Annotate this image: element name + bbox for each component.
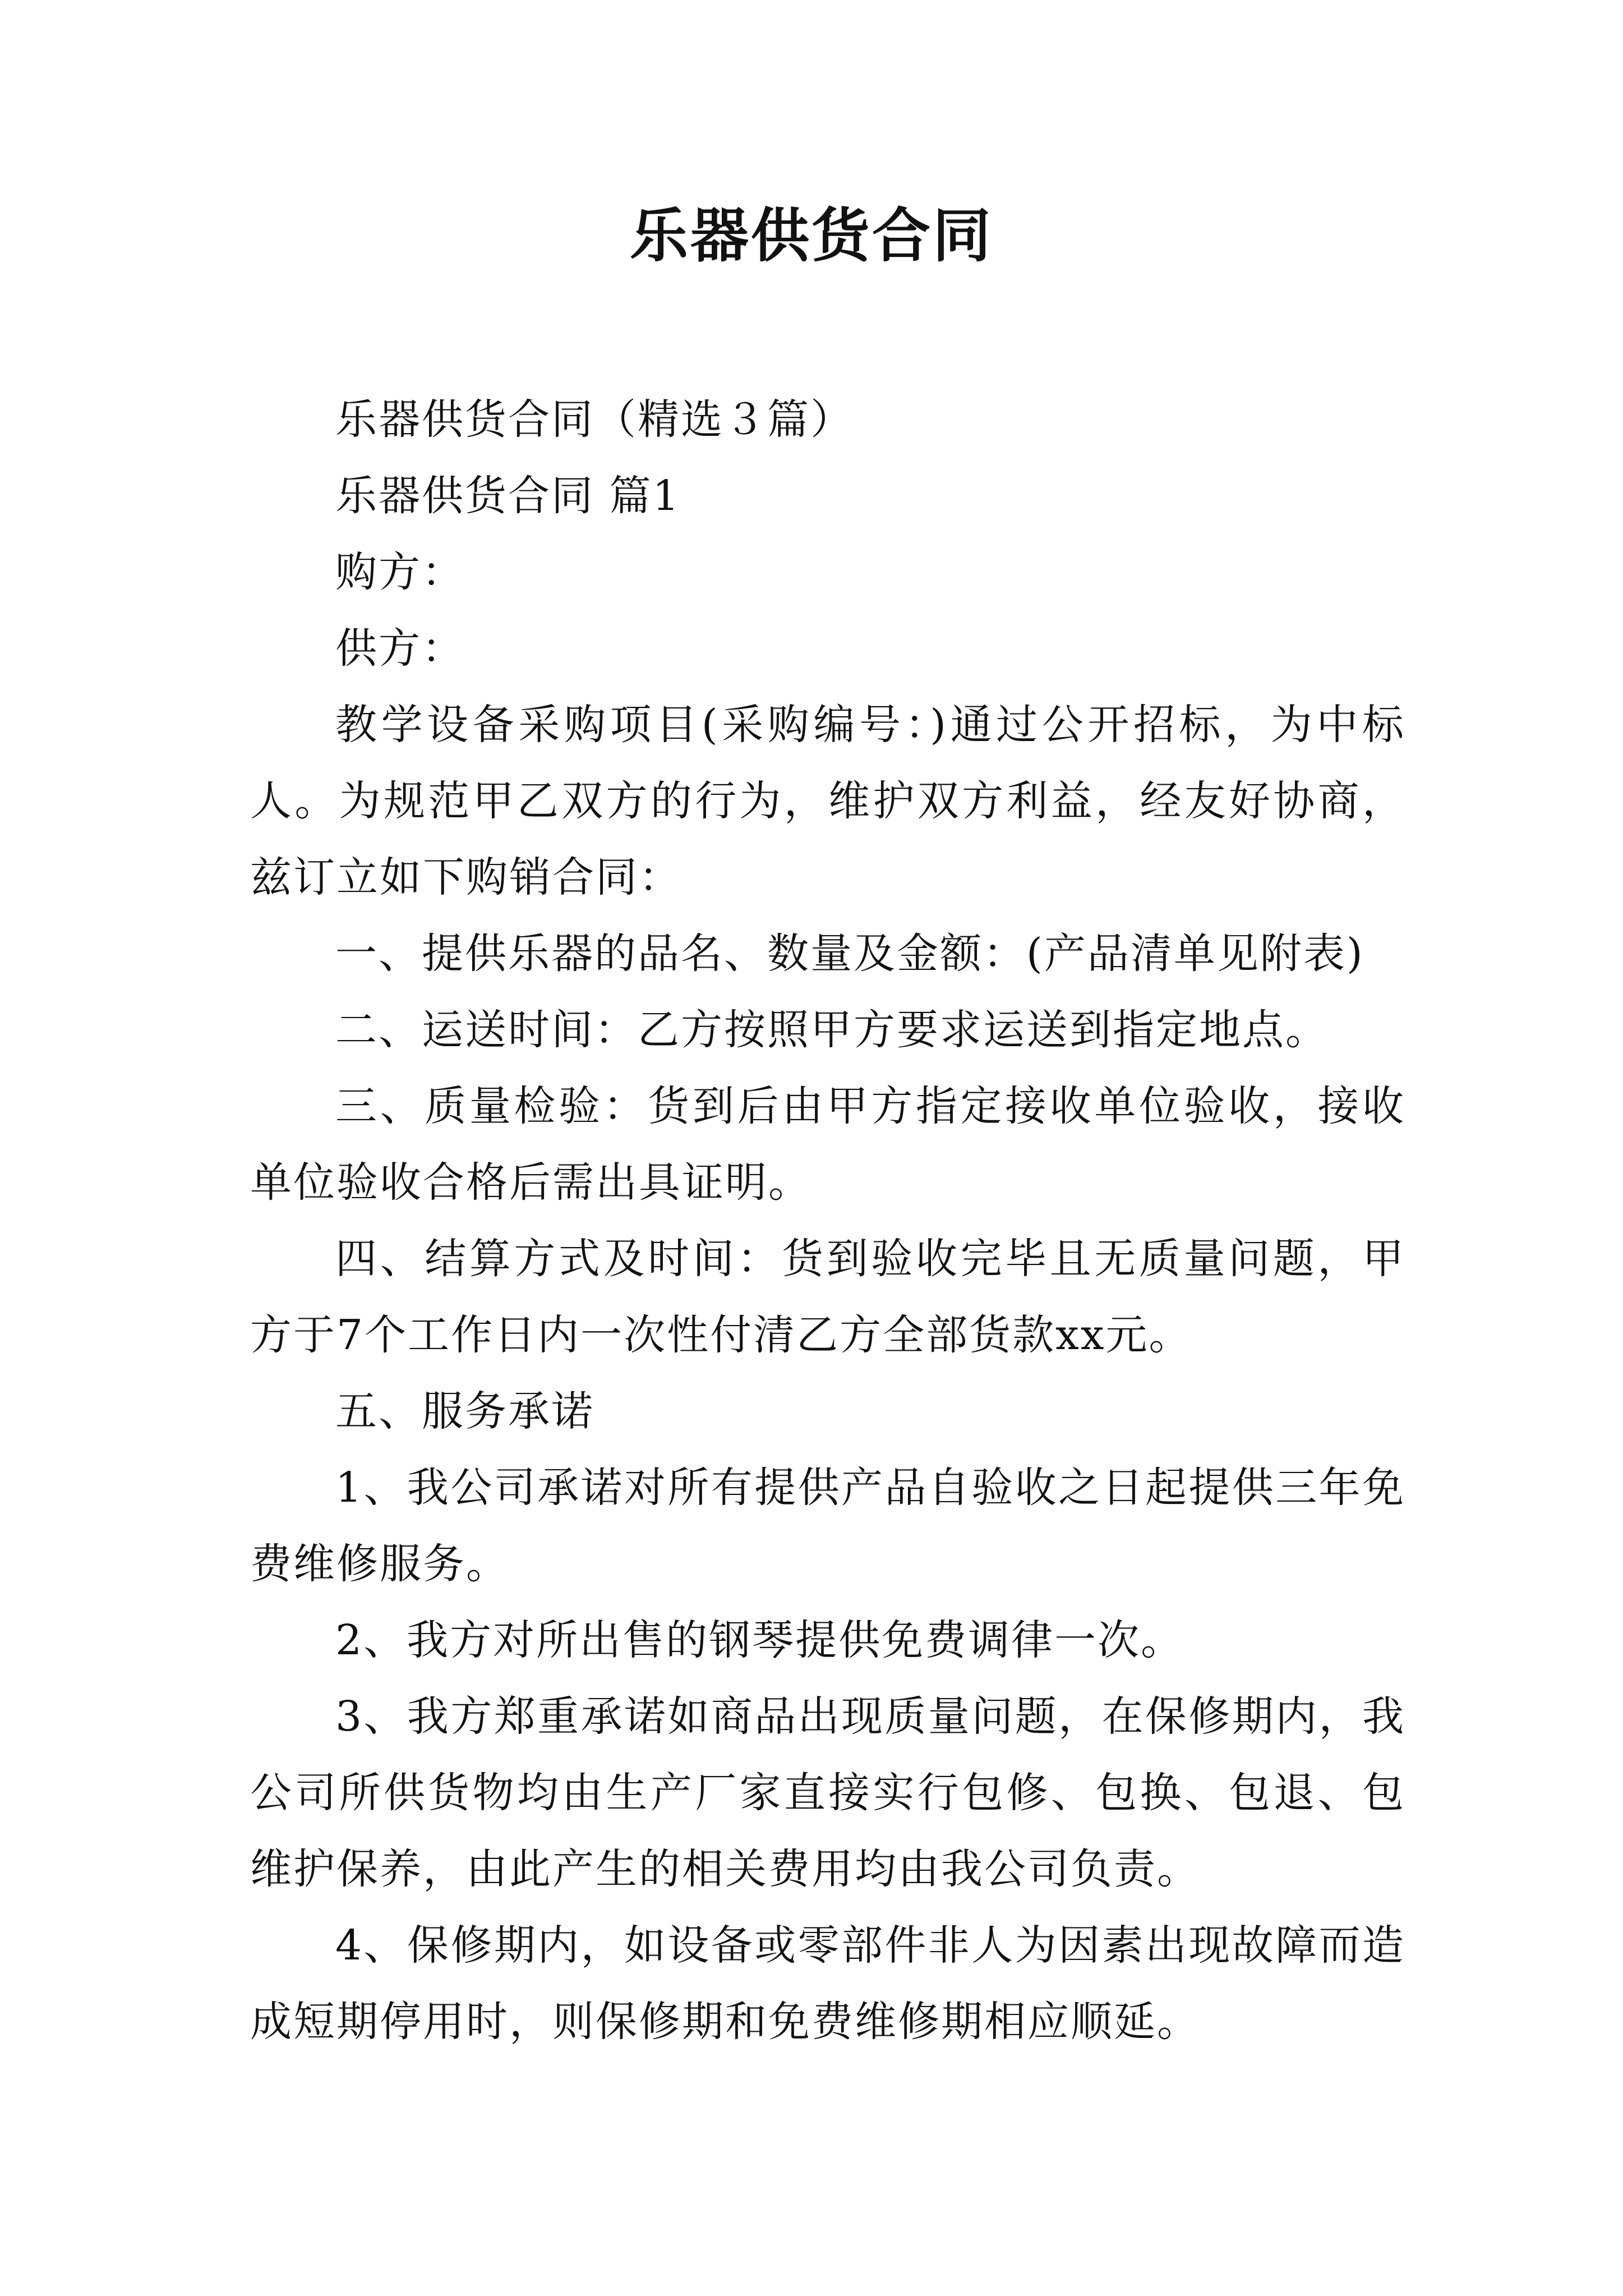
paragraph-service-4: 4、保修期内，如设备或零部件非人为因素出现故障而造成短期停用时，则保修期和免费维修期相应顺延。 bbox=[250, 1921, 1405, 2046]
paragraph-intro: 教学设备采购项目(采购编号：)通过公开招标，为中标人。为规范甲乙双方的行为，维护双方利益，经友好协商，兹订立如下购销合同： bbox=[250, 701, 1405, 901]
paragraph-subtitle: 乐器供货合同（精选３篇） bbox=[335, 395, 854, 444]
paragraph-buyer: 购方： bbox=[335, 548, 465, 596]
paragraph-section-heading: 乐器供货合同 篇1 bbox=[335, 472, 681, 520]
paragraph-clause-2: 二、运送时间：乙方按照甲方要求运送到指定地点。 bbox=[335, 1006, 1329, 1054]
paragraph-clause-5: 五、服务承诺 bbox=[335, 1387, 594, 1435]
paragraph-supplier: 供方： bbox=[335, 624, 465, 673]
document-body bbox=[250, 381, 1405, 2060]
paragraph-service-3: 3、我方郑重承诺如商品出现质量问题，在保修期内，我公司所供货物均由生产厂家直接实行包修、包换、包退、包维护保养，由此产生的相关费用均由我公司负责。 bbox=[250, 1692, 1405, 1893]
paragraph-service-1: 1、我公司承诺对所有提供产品自验收之日起提供三年免费维修服务。 bbox=[250, 1464, 1405, 1588]
document-title: 乐器供货合同 bbox=[629, 201, 993, 270]
paragraph-service-2: 2、我方对所出售的钢琴提供免费调律一次。 bbox=[335, 1616, 1184, 1664]
paragraph-clause-1: 一、提供乐器的品名、数量及金额：(产品清单见附表) bbox=[335, 930, 1364, 978]
paragraph-clause-4: 四、结算方式及时间：货到验收完毕且无质量问题，甲方于7个工作日内一次性付清乙方全部货款xx元。 bbox=[250, 1235, 1405, 1359]
paragraph-clause-3: 三、质量检验：货到后由甲方指定接收单位验收，接收单位验收合格后需出具证明。 bbox=[250, 1082, 1405, 1207]
